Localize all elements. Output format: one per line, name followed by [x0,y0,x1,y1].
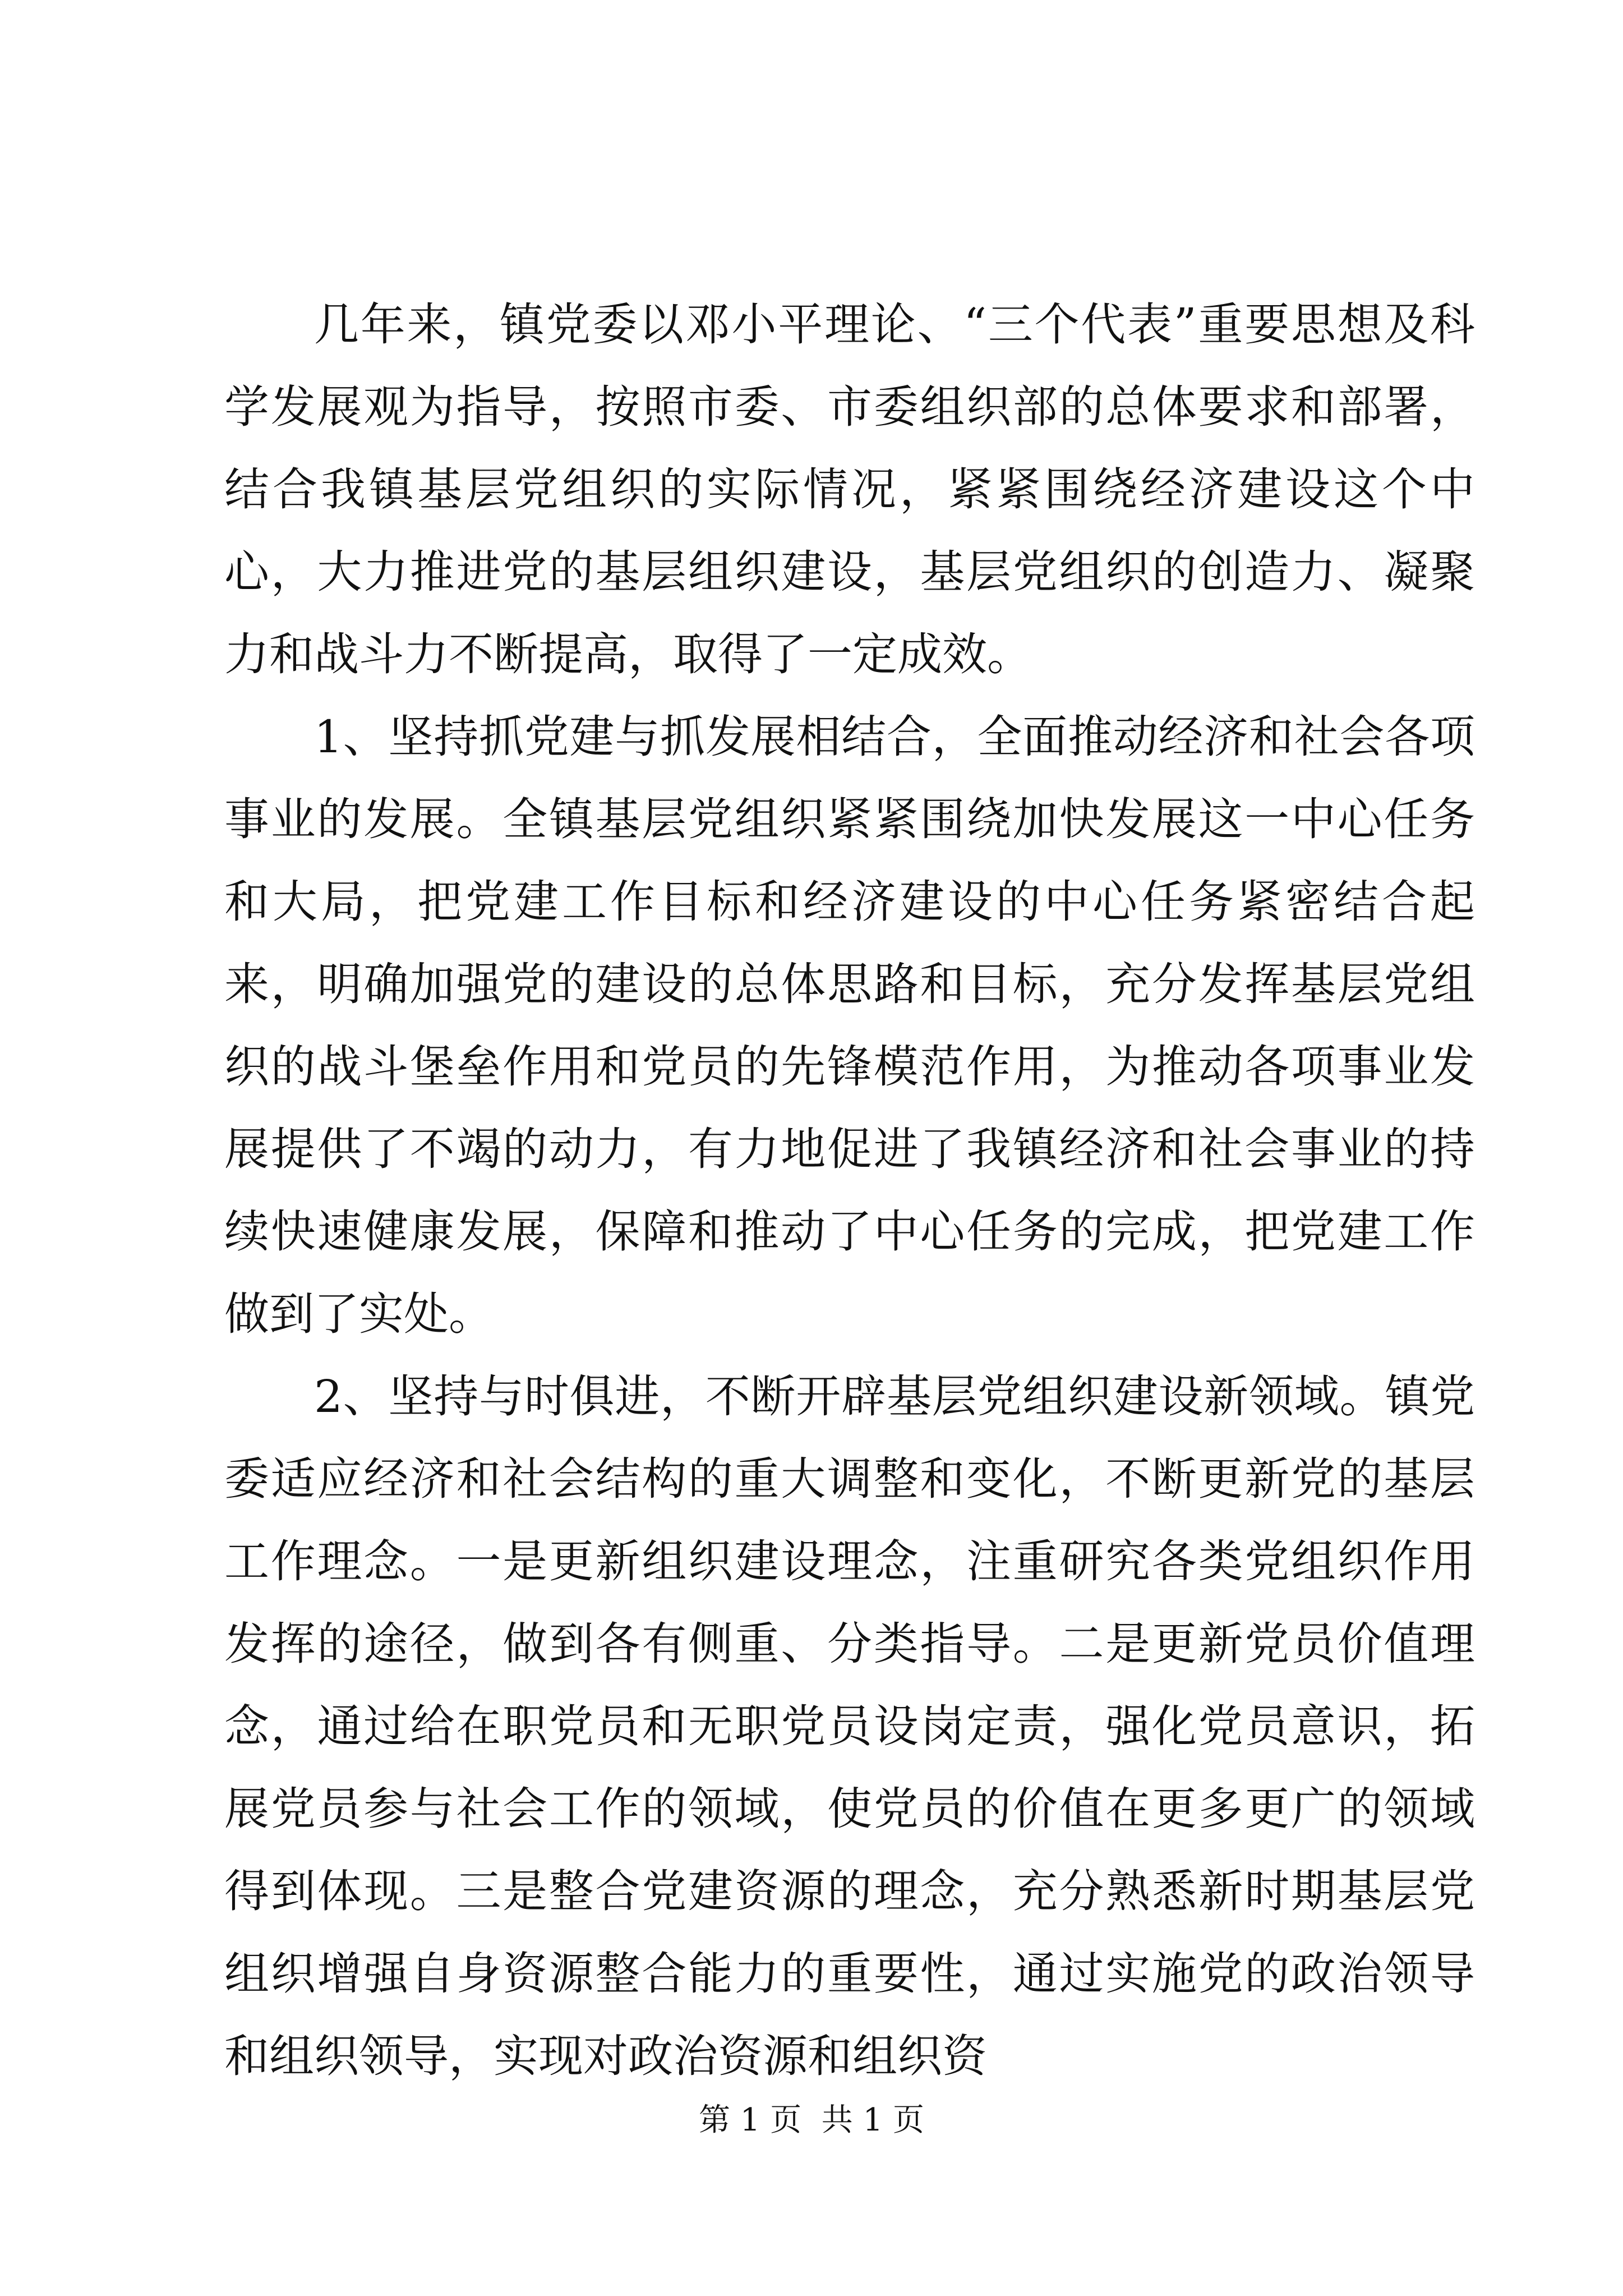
paragraph-point-1: 1、坚持抓党建与抓发展相结合，全面推动经济和社会各项事业的发展。全镇基层党组织紧紧围绕加快发展这一中心任务和大局，把党建工作目标和经济建设的中心任务紧密结合起来，明确加强党的建设的总体思路和目标，充分发挥基层党组织的战斗堡垒作用和党员的先锋模范作用，为推动各项事业发展提供了不竭的动力，有力地促进了我镇经济和社会事业的持续快速健康发展，保障和推动了中心任务的完成，把党建工作做到了实处。 [224,711,1475,1340]
paragraph-intro: 几年来，镇党委以邓小平理论、“三个代表”重要思想及科学发展观为指导，按照市委、市委组织部的总体要求和部署，结合我镇基层党组织的实际情况，紧紧围绕经济建设这个中心，大力推进党的基层组织建设，基层党组织的创造力、凝聚力和战斗力不断提高，取得了一定成效。 [224,298,1475,680]
document-body [224,283,1475,2097]
paragraph-point-2: 2、坚持与时俱进，不断开辟基层党组织建设新领域。镇党委适应经济和社会结构的重大调整和变化，不断更新党的基层工作理念。一是更新组织建设理念，注重研究各类党组织作用发挥的途径，做到各有侧重、分类指导。二是更新党员价值理念，通过给在职党员和无职党员设岗定责，强化党员意识，拓展党员参与社会工作的领域，使党员的价值在更多更广的领域得到体现。三是整合党建资源的理念，充分熟悉新时期基层党组织增强自身资源整合能力的重要性，通过实施党的政治领导和组织领导，实现对政治资源和组织资 [224,1370,1475,2082]
page-number-footer: 第 1 页 共 1 页 [698,2102,925,2138]
